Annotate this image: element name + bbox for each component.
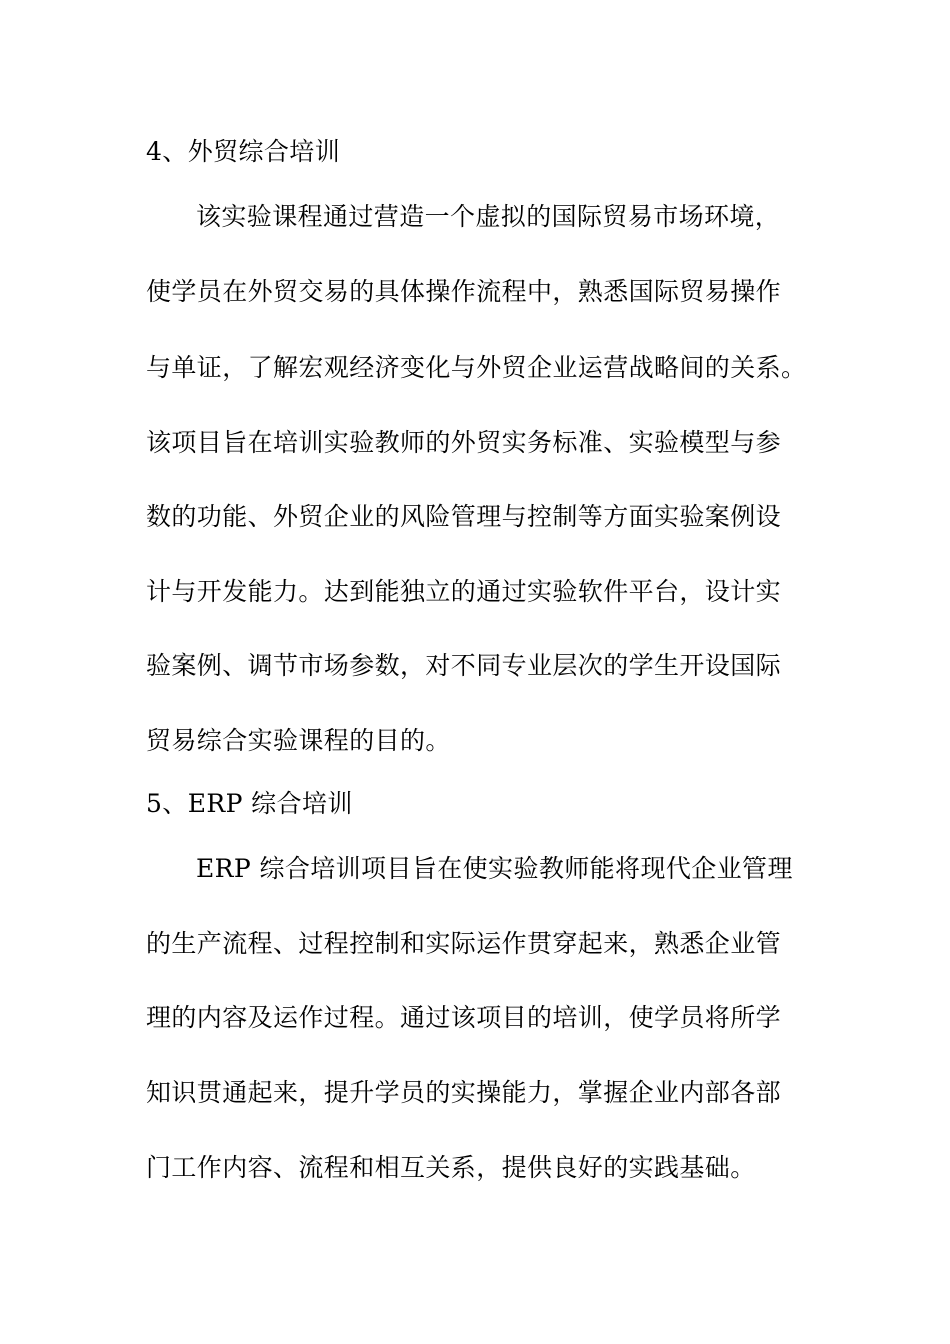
section-5-line-2: 的生产流程、过程控制和实际运作贯穿起来，熟悉企业管 — [146, 929, 782, 958]
section-5-line-5: 门工作内容、流程和相互关系，提供良好的实践基础。 — [146, 1153, 756, 1182]
section-5-line-3: 理的内容及运作过程。通过该项目的培训，使学员将所学 — [146, 1003, 782, 1032]
section-4-line-5: 数的功能、外贸企业的风险管理与控制等方面实验案例设 — [146, 502, 782, 531]
section-4-line-6: 计与开发能力。达到能独立的通过实验软件平台，设计实 — [146, 577, 782, 606]
section-5-heading: 5、ERP 综合培训 — [146, 789, 353, 818]
section-5-line-1: ERP 综合培训项目旨在使实验教师能将现代企业管理 — [196, 854, 793, 883]
section-4-line-4: 该项目旨在培训实验教师的外贸实务标准、实验模型与参 — [146, 428, 782, 457]
section-5-line-4: 知识贯通起来，提升学员的实操能力，掌握企业内部各部 — [146, 1078, 782, 1107]
section-4-line-1: 该实验课程通过营造一个虚拟的国际贸易市场环境， — [196, 202, 781, 231]
section-4-line-2: 使学员在外贸交易的具体操作流程中，熟悉国际贸易操作 — [146, 277, 782, 306]
section-4-line-8: 贸易综合实验课程的目的。 — [146, 726, 451, 755]
section-4-heading: 4、外贸综合培训 — [146, 137, 341, 166]
section-4-line-3: 与单证，了解宏观经济变化与外贸企业运营战略间的关系。 — [146, 353, 807, 382]
section-4-line-7: 验案例、调节市场参数，对不同专业层次的学生开设国际 — [146, 651, 782, 680]
